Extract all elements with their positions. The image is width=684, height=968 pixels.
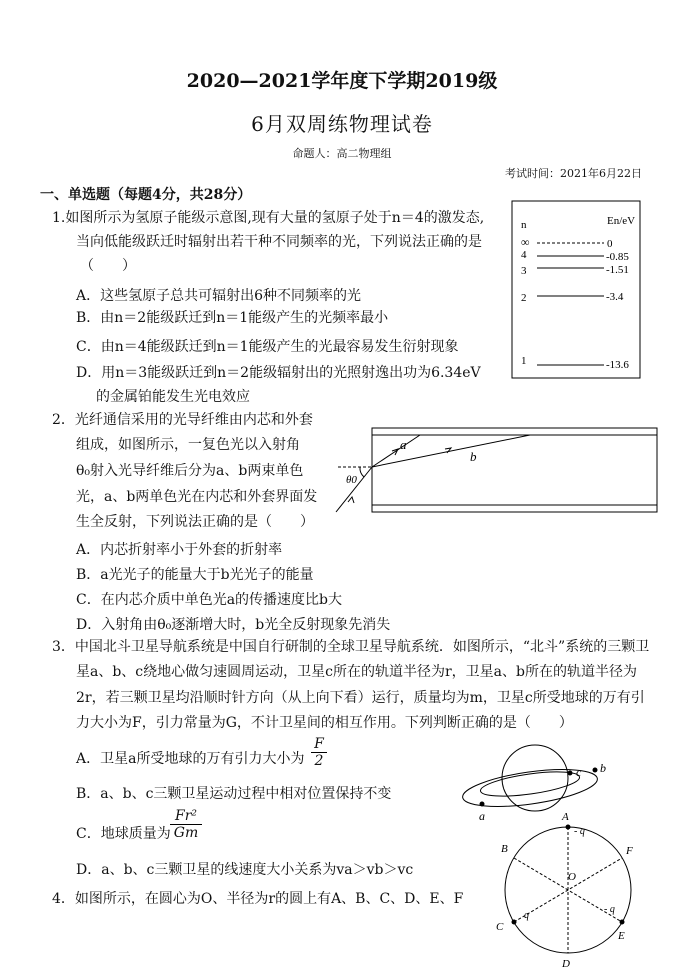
satellite-b	[593, 768, 598, 773]
angle-arc	[360, 467, 364, 477]
q1-option-a: A．这些氢原子总共可辐射出6种不同频率的光	[76, 288, 362, 304]
q3-line-1: 3．中国北斗卫星导航系统是中国自行研制的全球卫星导航系统．如图所示，“北斗”系统的三颗卫	[52, 639, 650, 655]
energy-level-diagram	[511, 200, 641, 380]
level-1-n: 1	[521, 355, 527, 367]
earth-circle	[502, 745, 568, 811]
q3-option-a	[76, 748, 304, 768]
q1-line-1: 1.如图所示为氢原子能级示意图,现有大量的氢原子处于n＝4的激发态,	[52, 210, 485, 226]
q2-option-a: A．内芯折射率小于外套的折射率	[76, 542, 283, 558]
q1-option-d-cont: 的金属铂能发生光电效应	[96, 389, 250, 405]
label-O: O	[568, 871, 576, 883]
orbit-label-c: c	[576, 765, 582, 779]
q3-option-c	[76, 823, 171, 843]
charge-e-label: - q	[604, 904, 615, 915]
paper-title: 2020—2021学年度下学期2019级	[186, 70, 498, 92]
fiber-outer	[372, 428, 657, 512]
label-B: B	[501, 843, 508, 855]
q1-line-2: 当向低能级跃迁时辐射出若干种不同频率的光，下列说法正确的是	[76, 234, 482, 250]
level-2-e: -3.4	[606, 291, 624, 303]
label-E: E	[618, 930, 625, 942]
satellite-c	[568, 771, 573, 776]
q2-option-b: B．a光光子的能量大于b光光子的能量	[76, 567, 314, 583]
q1-option-c: C．由n＝4能级跃迁到n＝1能级产生的光最容易发生衍射现象	[76, 339, 459, 355]
q1-option-d: D．用n＝3能级跃迁到n＝2能级辐射出的光照射逸出功为6.34eV	[76, 365, 481, 381]
paper-subtitle: 6月双周练物理试卷	[251, 112, 433, 136]
label-theta: θ0	[346, 474, 357, 486]
paper-author: 命题人：高二物理组	[292, 147, 392, 160]
q2-line-1: 2．光纤通信采用的光导纤维由内芯和外套	[52, 412, 313, 428]
q3-option-b: B．a、b、c三颗卫星运动过程中相对位置保持不变	[76, 786, 392, 802]
energy-header: En/eV	[607, 215, 636, 227]
q3-a-numerator: F	[314, 736, 324, 752]
q2-line-5: 生全反射，下列说法正确的是（ ）	[76, 514, 314, 530]
q3-option-a-text: A．卫星a所受地球的万有引力大小为	[76, 751, 305, 767]
q2-option-c: C．在内芯介质中单色光a的传播速度比b大	[76, 592, 343, 608]
exam-time: 考试时间：2021年6月22日	[505, 167, 642, 180]
q3-a-fraction	[311, 736, 327, 769]
q3-c-numerator: Fr²	[174, 808, 198, 824]
n-header: n	[521, 219, 527, 231]
charge-a-label: - q	[574, 826, 585, 837]
charge-c	[512, 920, 517, 925]
label-A: A	[562, 811, 569, 823]
q3-option-c-text: C．地球质量为	[76, 826, 171, 842]
q3-line-4: 力大小为F，引力常量为G，不计卫星间的相互作用。下列判断正确的是（ ）	[76, 715, 573, 731]
q4-line-1: 4．如图所示，在圆心为O、半径为r的圆上有A、B、C、D、E、F	[52, 891, 464, 907]
fiber-core	[372, 435, 657, 505]
level-2-n: 2	[521, 292, 527, 304]
level-4-n: 4	[521, 249, 527, 261]
charge-c-label: q	[524, 910, 529, 921]
q3-c-denominator: Gm	[170, 824, 202, 841]
q3-option-d: D．a、b、c三颗卫星的线速度大小关系为va＞vb＞vc	[76, 862, 414, 878]
q1-line-3: （ ）	[80, 258, 136, 274]
label-D: D	[562, 958, 570, 968]
level-inf-n: ∞	[521, 235, 530, 249]
q3-a-denominator: 2	[311, 752, 327, 769]
q1-option-b: B．由n＝2能级跃迁到n＝1能级产生的光频率最小	[76, 310, 389, 326]
incident-arrow	[348, 497, 354, 503]
label-F: F	[626, 845, 633, 857]
q2-line-3: θ₀射入光导纤维后分为a、b两束单色	[76, 463, 304, 479]
label-C: C	[496, 921, 504, 933]
level-3-e: -1.51	[606, 264, 629, 276]
label-a: a	[400, 437, 407, 452]
charge-circle-diagram	[488, 810, 648, 968]
q3-line-2: 星a、b、c绕地心做匀速圆周运动，卫星c所在的轨道半径为r，卫星a、b所在的轨道半径为	[76, 664, 637, 680]
orbit-label-b: b	[600, 761, 606, 775]
level-3-n: 3	[521, 265, 527, 277]
q2-line-4: 光，a、b两单色光在内芯和外套界面发	[76, 489, 318, 505]
section-heading: 一、单选题（每题4分，共28分）	[40, 187, 252, 203]
q2-option-d: D．入射角由θ₀逐渐增大时，b光全反射现象先消失	[76, 617, 391, 633]
level-inf-e: 0	[607, 238, 613, 250]
satellite-a	[480, 802, 485, 807]
level-1-e: -13.6	[606, 359, 629, 371]
q3-line-3: 2r，若三颗卫星均沿顺时针方向（从上向下看）运行，质量均为m，卫星c所受地球的万有引	[76, 690, 645, 706]
q3-c-fraction	[170, 808, 202, 841]
label-b: b	[470, 449, 477, 464]
charge-e	[620, 920, 625, 925]
charge-a	[566, 825, 571, 830]
q2-line-2: 组成，如图所示，一复色光以入射角	[76, 437, 300, 453]
orbit-label-a: a	[479, 809, 485, 823]
optical-fiber-diagram	[330, 420, 660, 520]
level-4-e: -0.85	[606, 251, 629, 263]
